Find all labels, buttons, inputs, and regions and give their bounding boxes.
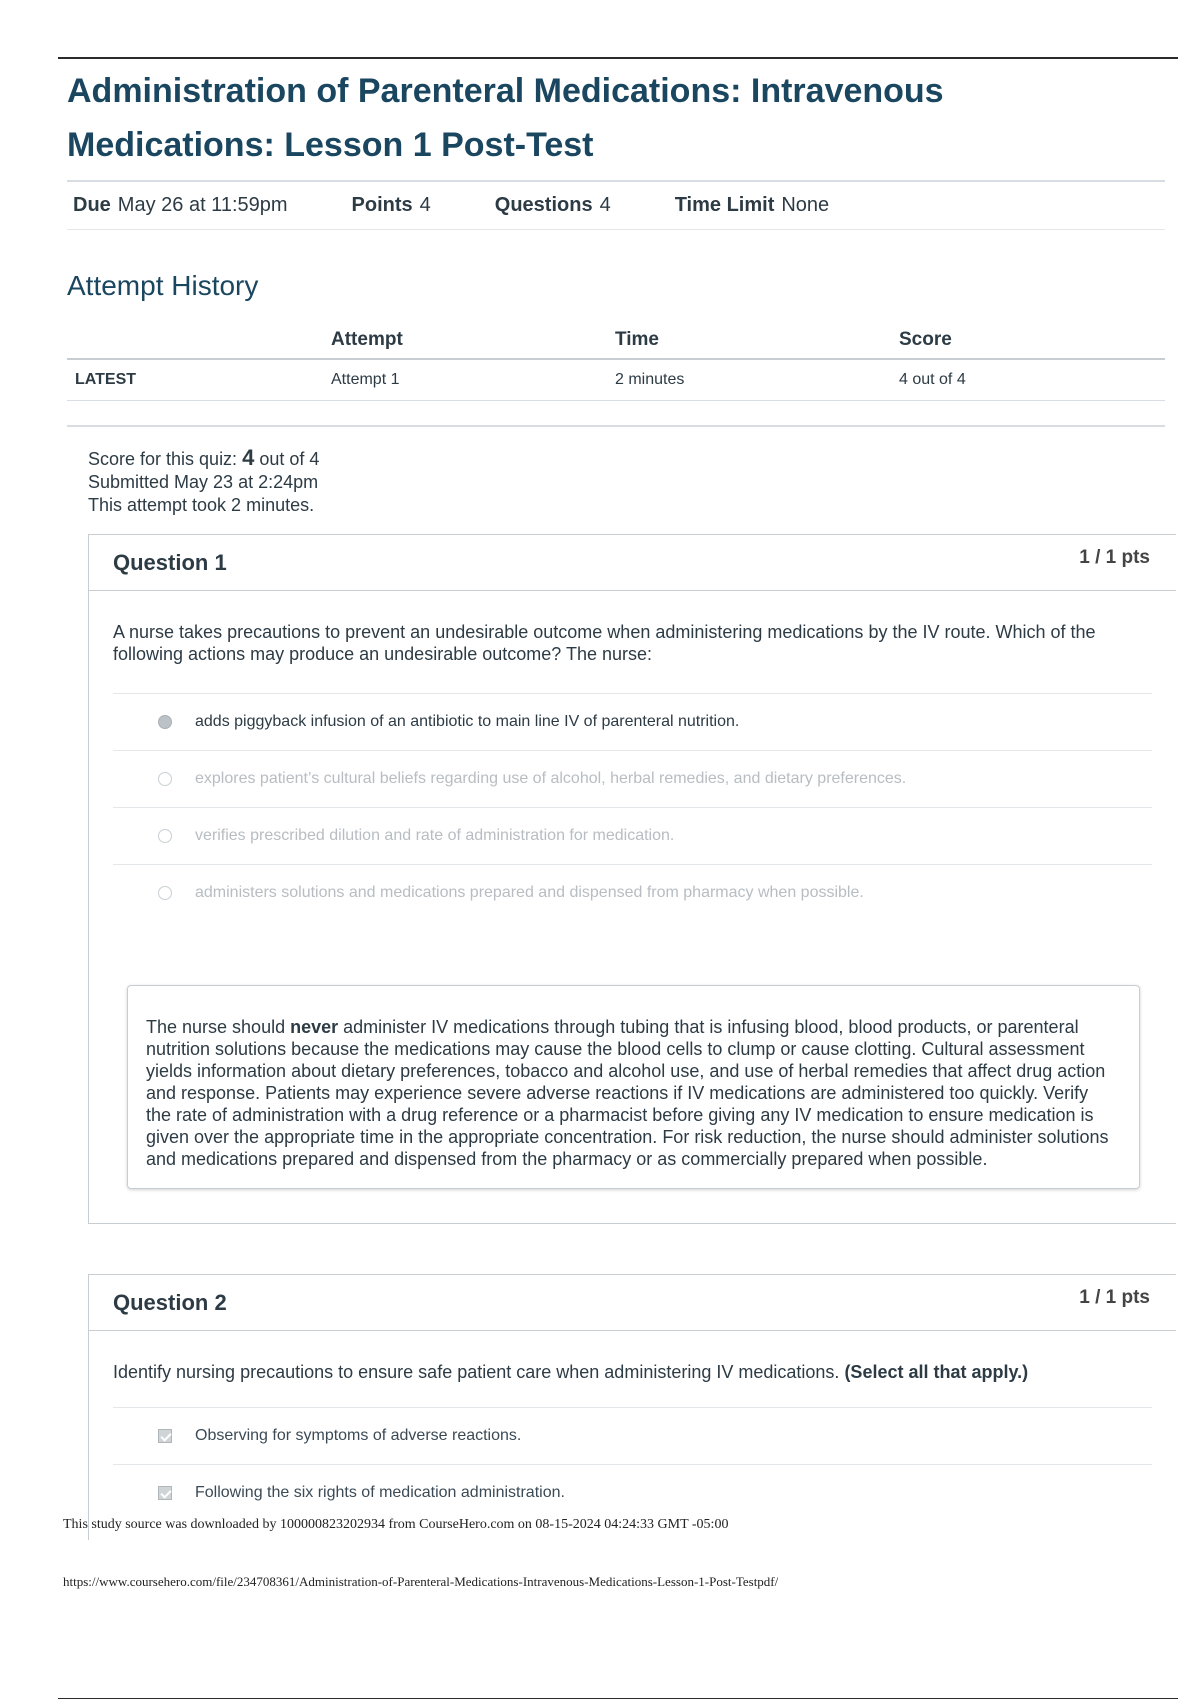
answer-option[interactable] (113, 694, 1152, 751)
col-header-score: Score (899, 329, 952, 350)
attempt-history-heading: Attempt History (67, 270, 259, 301)
meta-questions-value: 4 (599, 194, 611, 216)
question-1-answers (113, 693, 1152, 921)
attempt-time: 2 minutes (615, 371, 685, 388)
meta-time-limit (675, 194, 829, 217)
answer-text: Observing for symptoms of adverse reactions. (195, 1427, 522, 1444)
quiz-meta-bar (67, 180, 1165, 230)
table-divider (67, 401, 1165, 427)
question-2-header (89, 1275, 1176, 1331)
question-1-header (89, 535, 1176, 591)
page-title: Administration of Parenteral Medications: Intravenous Medications: Lesson 1 Post-Test (67, 72, 944, 164)
page-break-gap (88, 1540, 1188, 1560)
answer-option[interactable] (113, 1408, 1152, 1465)
meta-questions-label: Questions (494, 194, 593, 216)
meta-questions (495, 194, 611, 217)
top-rule (58, 57, 1178, 59)
attempt-link[interactable]: Attempt 1 (331, 371, 400, 388)
question-2-points: 1 / 1 pts (1079, 1286, 1150, 1308)
submitted-line: Submitted May 23 at 2:24pm (88, 472, 319, 492)
meta-due (73, 194, 288, 217)
radio-selected-icon[interactable] (158, 715, 172, 729)
answer-text: verifies prescribed dilution and rate of administration for medication. (195, 827, 675, 844)
meta-due-value: May 26 at 11:59pm (117, 194, 288, 216)
score-value: 4 (242, 445, 255, 470)
source-url[interactable]: https://www.coursehero.com/file/234708361/Administration-of-Parenteral-Medications-Intravenous-Medications-Lesson-1-Post-Testpdf/ (63, 1574, 779, 1589)
radio-icon[interactable] (158, 772, 172, 786)
meta-points-value: 4 (419, 194, 431, 216)
source-footer: This study source was downloaded by 100000823202934 from CourseHero.com on 08-15-2024 04:24:33 GMT -05:00 (63, 1517, 729, 1532)
answer-text: administers solutions and medications prepared and dispensed from pharmacy when possible. (195, 884, 864, 901)
score-line (88, 446, 319, 471)
answer-option[interactable] (113, 1465, 1152, 1521)
meta-points-label: Points (351, 194, 413, 216)
col-header-time: Time (615, 329, 660, 350)
question-1-title: Question 1 (113, 549, 227, 575)
meta-time-limit-label: Time Limit (674, 194, 775, 216)
answer-text: explores patient’s cultural beliefs regarding use of alcohol, herbal remedies, and dietary preferences. (195, 770, 907, 787)
checkbox-checked-icon[interactable] (158, 1429, 172, 1443)
question-2 (88, 1274, 1176, 1544)
col-header-attempt: Attempt (331, 329, 403, 350)
meta-points (352, 194, 431, 217)
question-2-answers (113, 1407, 1152, 1521)
question-2-text (89, 1331, 1176, 1383)
score-prefix: Score for this quiz: (88, 449, 238, 469)
bottom-rule (58, 1698, 1178, 1699)
table-row (67, 360, 1165, 401)
radio-icon[interactable] (158, 829, 172, 843)
question-2-prompt: Identify nursing precautions to ensure safe patient care when administering IV medications. (113, 1362, 840, 1382)
attempt-history-table (67, 322, 1165, 427)
quiz-summary (88, 446, 319, 517)
duration-line: This attempt took 2 minutes. (88, 495, 315, 515)
row-latest-label: LATEST (75, 371, 137, 388)
explanation-text-start: The nurse should (146, 1017, 291, 1037)
meta-due-label: Due (73, 194, 111, 216)
answer-explanation (127, 985, 1140, 1189)
answer-option[interactable] (113, 808, 1152, 865)
radio-icon[interactable] (158, 886, 172, 900)
meta-time-limit-value: None (781, 194, 830, 216)
attempt-score: 4 out of 4 (899, 371, 966, 388)
question-1-points: 1 / 1 pts (1079, 546, 1150, 568)
answer-option[interactable] (113, 865, 1152, 921)
answer-text: adds piggyback infusion of an antibiotic to main line IV of parenteral nutrition. (195, 713, 740, 730)
question-2-title: Question 2 (113, 1289, 227, 1315)
explanation-text-rest: administer IV medications through tubing that is infusing blood, blood products, or parenteral nutrition solutions because the medications may cause the blood cells to clump or cause clotting. Cultural assessment yields information about dietary preferences, tobacco and alcohol use, and use of herbal remedies that affect drug action and response. Patients may experience severe adverse reactions if IV medications are administered too quickly. Verify the rate of administration with a drug reference or a pharmacist before giving any IV medication to ensure medication is given over the appropriate time in the appropriate concentration. For risk reduction, the nurse should administer solutions and medications prepared and dispensed from the pharmacy or as commercially prepared when possible. (146, 1017, 1109, 1169)
question-1 (88, 534, 1176, 1224)
question-2-instruction: (Select all that apply.) (844, 1362, 1029, 1382)
checkbox-checked-icon[interactable] (158, 1486, 172, 1500)
answer-option[interactable] (113, 751, 1152, 808)
table-header-row (67, 322, 1165, 360)
score-suffix: out of 4 (259, 449, 320, 469)
question-1-text: A nurse takes precautions to prevent an undesirable outcome when administering medications by the IV route. Which of the following actions may produce an undesirable outcome? The nurse: (113, 622, 1096, 664)
answer-text: Following the six rights of medication administration. (195, 1484, 565, 1501)
explanation-emphasis: never (290, 1017, 339, 1037)
